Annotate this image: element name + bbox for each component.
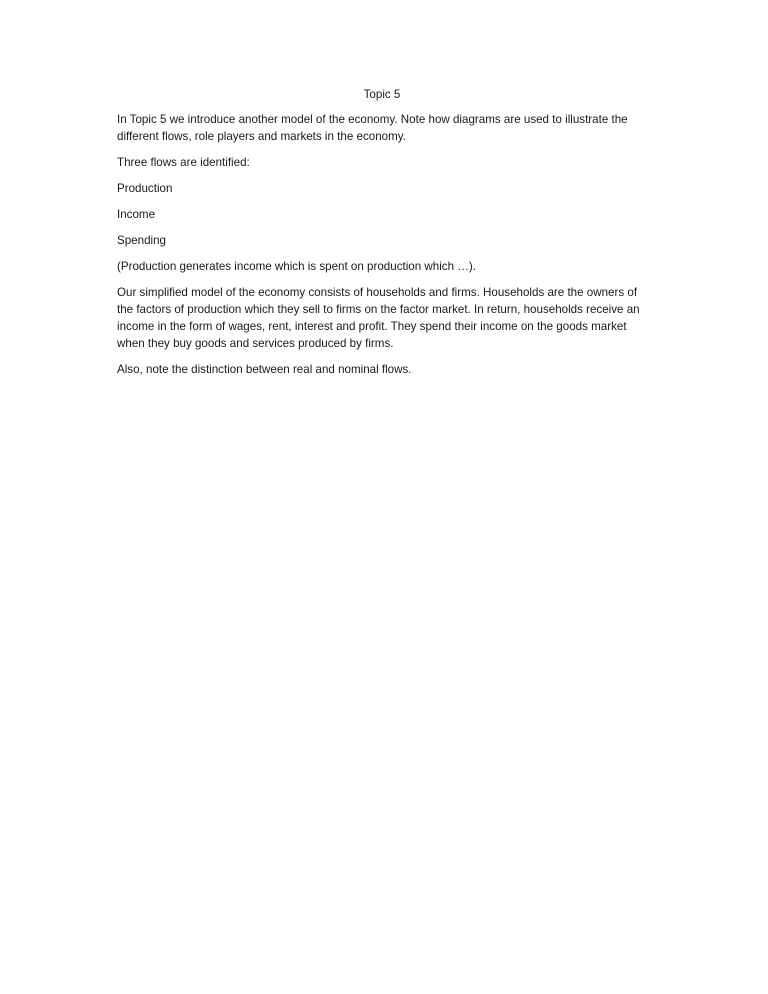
- intro-paragraph: In Topic 5 we introduce another model of the economy. Note how diagrams are used to illustrate the different flows, role players and markets in the economy.: [117, 113, 628, 143]
- document-title: Topic 5: [363, 88, 401, 101]
- closing-paragraph: Also, note the distinction between real and nominal flows.: [117, 363, 412, 376]
- cycle-note: (Production generates income which is spent on production which …).: [117, 260, 476, 273]
- flows-heading: Three flows are identified:: [117, 156, 250, 169]
- flow-item-production: Production: [117, 182, 173, 195]
- document-body: [117, 86, 647, 387]
- flow-item-income: Income: [117, 208, 156, 221]
- flow-item-spending: Spending: [117, 234, 166, 247]
- model-paragraph: Our simplified model of the economy consists of households and firms. Households are the owners of the factors of production which they sell to firms on the factor market. In return, households receive an income in the form of wages, rent, interest and profit. They spend their income on the goods market when they buy goods and services produced by firms.: [117, 286, 640, 350]
